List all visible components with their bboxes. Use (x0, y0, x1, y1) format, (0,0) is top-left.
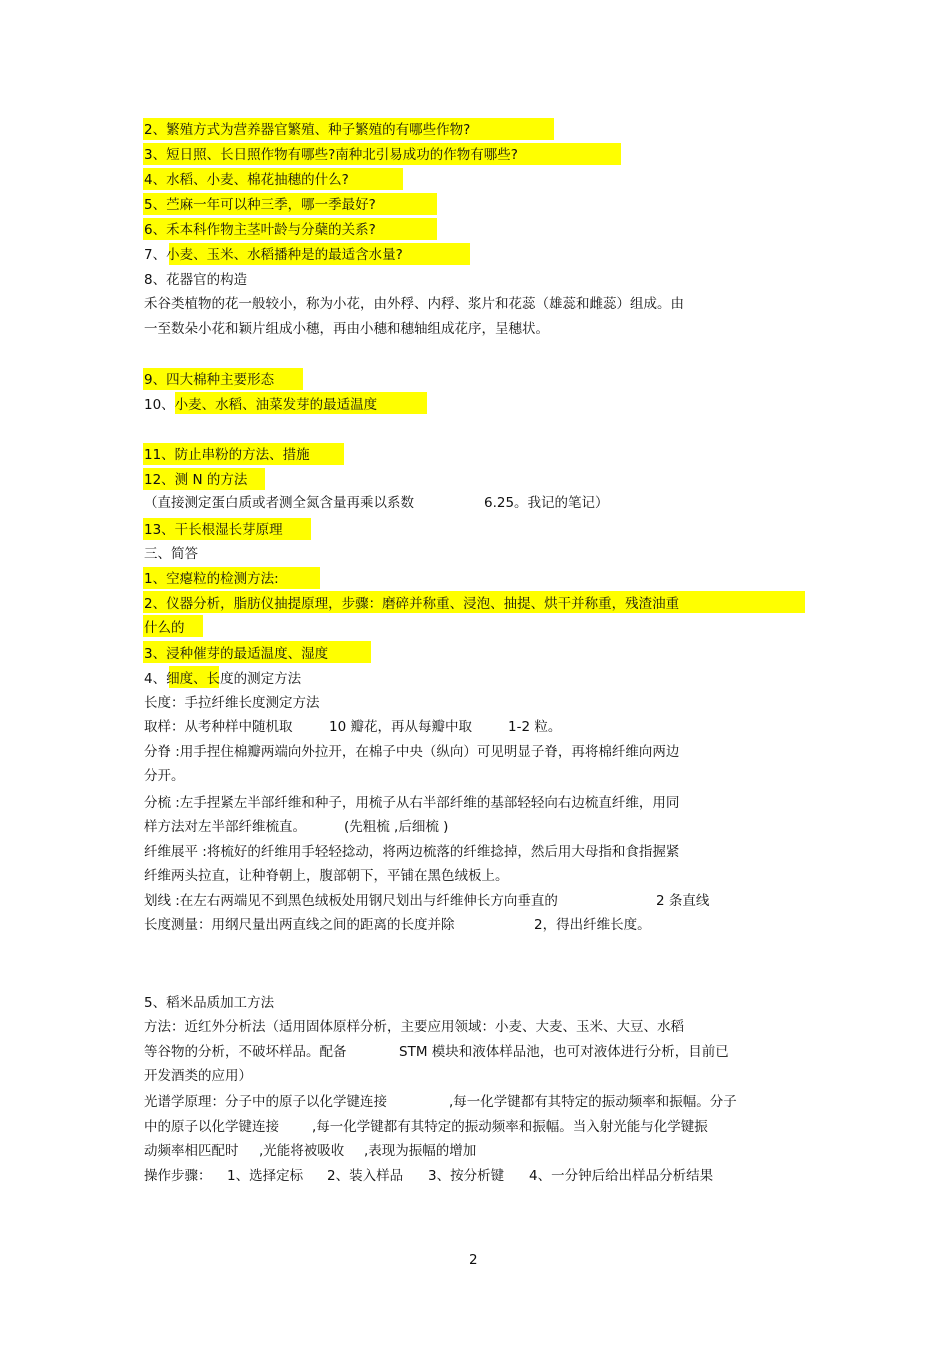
sampling-part-2: 10 瓣花，再从每瓣中取 (329, 719, 472, 735)
principle-line-3-part-2: ,光能将被吸收 (259, 1143, 345, 1159)
method-line-2-part-2: STM 模块和液体样品池，也可对液体进行分析，目前已 (399, 1044, 729, 1060)
principle-line-3-part-3: ,表现为振幅的增加 (364, 1143, 477, 1159)
question-11: 11、防止串粉的方法、措施 (144, 447, 310, 463)
principle-line-2-part-1: 中的原子以化学键连接 (144, 1119, 279, 1135)
draw-line-part-2: 2 条直线 (656, 893, 710, 909)
question-5: 5、苎麻一年可以种三季，哪一季最好? (144, 197, 376, 213)
sampling-part-3: 1-2 粒。 (508, 719, 562, 735)
method-line-2-part-1: 等谷物的分析，不破坏样品。配备 (144, 1044, 347, 1060)
principle-line-2-part-2: ,每一化学键都有其特定的振动频率和振幅。当入射光能与化学键振 (312, 1119, 708, 1135)
section-heading-short-answer: 三、简答 (144, 546, 198, 562)
question-6: 6、禾本科作物主茎叶龄与分蘖的关系? (144, 222, 376, 238)
question-13: 13、干长根湿长芽原理 (144, 522, 283, 538)
question-2: 2、繁殖方式为营养器官繁殖、种子繁殖的有哪些作物? (144, 122, 471, 138)
comb-line-2: 样方法对左半部纤维梳直。 (144, 819, 306, 835)
step-4: 4、一分钟后给出样品分析结果 (529, 1168, 714, 1184)
question-3: 3、短日照、长日照作物有哪些?南种北引易成功的作物有哪些? (144, 147, 518, 163)
comb-line-1: 分梳 :左手捏紧左半部纤维和种子，用梳子从右半部纤维的基部轻轻向右边梳直纤维，用同 (144, 795, 680, 811)
method-line-1: 方法：近红外分析法（适用固体原样分析，主要应用领域：小麦、大麦、玉米、大豆、水稻 (144, 1019, 684, 1035)
ridge-line-1: 分脊 :用手捏住棉瓣两端向外拉开，在棉子中央（纵向）可见明显子脊，再将棉纤维向两边 (144, 744, 680, 760)
flatten-line-2: 纤维两头拉直，让种脊朝上，腹部朝下，平铺在黑色绒板上。 (144, 868, 509, 884)
measure-part-2: 2，得出纤维长度。 (534, 917, 651, 933)
page-number: 2 (469, 1252, 478, 1268)
question-12: 12、测 N 的方法 (144, 472, 248, 488)
flatten-line-1: 纤维展平 :将梳好的纤维用手轻轻捻动，将两边梳落的纤维捻掉，然后用大母指和食指握紧 (144, 844, 680, 860)
question-9: 9、四大棉种主要形态 (144, 372, 275, 388)
measure-part-1: 长度测量：用纲尺量出两直线之间的距离的长度并除 (144, 917, 455, 933)
short-answer-5: 5、稻米品质加工方法 (144, 995, 275, 1011)
draw-line-part-1: 划线 :在左右两端见不到黑色绒板处用钢尺划出与纤维伸长方向垂直的 (144, 893, 558, 909)
question-4: 4、水稻、小麦、棉花抽穗的什么? (144, 172, 349, 188)
step-1: 1、选择定标 (227, 1168, 304, 1184)
short-answer-2-line-1: 2、仪器分析，脂肪仪抽提原理，步骤：磨碎并称重、浸泡、抽提、烘干并称重，残渣油重 (144, 596, 680, 612)
short-answer-3: 3、浸种催芽的最适温度、湿度 (144, 646, 329, 662)
length-title: 长度：手拉纤维长度测定方法 (144, 695, 320, 711)
short-answer-4: 4、细度、长度的测定方法 (144, 671, 302, 687)
step-2: 2、装入样品 (327, 1168, 404, 1184)
principle-line-1-part-2: ,每一化学键都有其特定的振动频率和振幅。分子 (449, 1094, 737, 1110)
principle-line-3-part-1: 动频率相匹配时 (144, 1143, 239, 1159)
short-answer-2-line-2: 什么的 (144, 620, 185, 636)
short-answer-1: 1、空瘪粒的检测方法: (144, 571, 279, 587)
steps-label: 操作步骤： (144, 1168, 212, 1184)
ridge-line-2: 分开。 (144, 768, 185, 784)
question-8: 8、花器官的构造 (144, 272, 248, 288)
question-7: 7、小麦、玉米、水稻播种是的最适含水量? (144, 247, 403, 263)
answer-8-line-2: 一至数朵小花和颖片组成小穗，再由小穗和穗轴组成花序，呈穗状。 (144, 321, 549, 337)
answer-8-line-1: 禾谷类植物的花一般较小，称为小花，由外稃、内稃、浆片和花蕊（雄蕊和雌蕊）组成。由 (144, 296, 684, 312)
method-line-3: 开发酒类的应用） (144, 1068, 252, 1084)
question-10: 10、小麦、水稻、油菜发芽的最适温度 (144, 397, 378, 413)
step-3: 3、按分析键 (428, 1168, 505, 1184)
comb-line-2-note: (先粗梳 ,后细梳 ) (344, 819, 449, 835)
principle-line-1-part-1: 光谱学原理：分子中的原子以化学键连接 (144, 1094, 387, 1110)
sampling-part-1: 取样：从考种样中随机取 (144, 719, 293, 735)
answer-12-part-2: 6.25。我记的笔记） (484, 495, 609, 511)
answer-12-part-1: （直接测定蛋白质或者测全氮含量再乘以系数 (144, 495, 414, 511)
